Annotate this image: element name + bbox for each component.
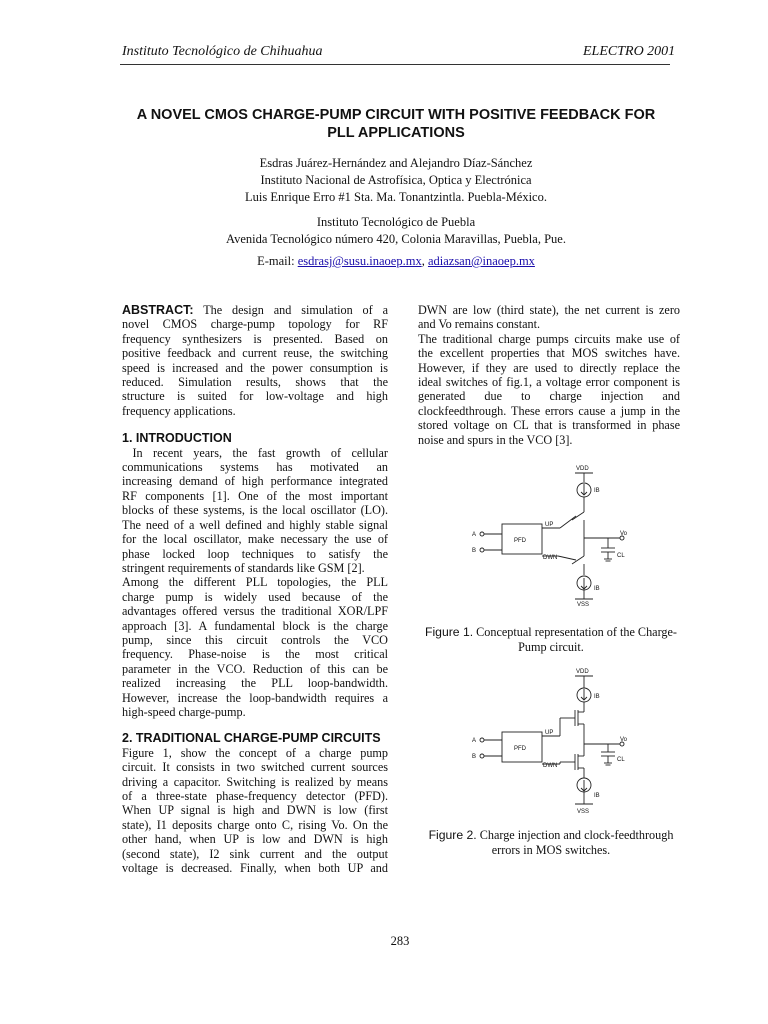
abstract-line: frequency applications. bbox=[122, 403, 236, 418]
email-label: E-mail: bbox=[257, 254, 295, 268]
fig1-dwn-label: DWN bbox=[543, 555, 558, 561]
section-2-heading: 2. TRADITIONAL CHARGE-PUMP CIRCUITS bbox=[122, 731, 381, 746]
body-line: charge pump is widely used because of the bbox=[122, 589, 388, 604]
fig1-b-label: B bbox=[472, 548, 477, 554]
fig2-vss-label: VSS bbox=[577, 809, 590, 815]
body-line: Among the different PLL topologies, the PLL bbox=[122, 575, 388, 590]
fig2-cl-label: CL bbox=[617, 757, 625, 763]
abstract-line: speed is increased and the power consumption is bbox=[122, 360, 388, 375]
author-names: Esdras Juárez-Hernández and Alejandro Díaz-Sánchez bbox=[259, 156, 533, 170]
abstract-line: frequency synthesizers is presented. Based on bbox=[122, 331, 388, 346]
header-rule bbox=[120, 64, 670, 65]
address-2: Avenida Tecnológico número 420, Colonia Maravillas, Puebla, Pue. bbox=[226, 232, 566, 246]
body-line: stored voltage on CL that is transformed in phase bbox=[418, 418, 680, 433]
affiliation-2: Instituto Tecnológico de Puebla bbox=[316, 215, 476, 229]
body-line: for the local oscillator, make necessary the use of bbox=[122, 532, 388, 547]
body-line: DWN are low (third state), the net current is zero bbox=[418, 303, 680, 317]
fig2-b-label: B bbox=[472, 754, 477, 760]
fig1-pfd-label: PFD bbox=[514, 538, 526, 544]
body-line: ideal switches of fig.1, a voltage error component is bbox=[418, 375, 680, 390]
title-line-2: PLL APPLICATIONS bbox=[327, 125, 465, 141]
fig2-a-label: A bbox=[472, 738, 477, 744]
affiliation-block-2 bbox=[110, 214, 682, 248]
fig1-ib-top-label: IB bbox=[594, 488, 600, 494]
body-line: pump, since this circuit controls the VCO bbox=[122, 632, 388, 647]
email-link-2[interactable]: adiazsan@inaoep.mx bbox=[427, 254, 535, 268]
right-column bbox=[418, 303, 680, 447]
fig2-dwn-label: DWN bbox=[543, 763, 558, 769]
figure-1-schematic bbox=[460, 460, 660, 620]
figure-2-caption: Figure 2. Charge injection and clock-feedthrough errors in MOS switches. bbox=[428, 828, 674, 857]
fig1-a-label: A bbox=[472, 532, 477, 538]
body-line: other hand, when UP is low and DWN is high bbox=[122, 832, 388, 847]
body-line: communications systems has motivated an bbox=[122, 460, 388, 475]
body-line: the excellent properties that MOS switches have. bbox=[418, 346, 680, 361]
affiliation-1: Instituto Nacional de Astrofísica, Optica y Electrónica bbox=[260, 173, 532, 187]
body-line: realized increasing the PLL loop-bandwidth. bbox=[122, 676, 388, 691]
body-line: noise and spurs in the VCO [3]. bbox=[418, 432, 573, 447]
body-line: blocks of these systems, is the local oscillator (LO). bbox=[122, 503, 388, 518]
section-1-heading: 1. INTRODUCTION bbox=[122, 431, 232, 446]
fig1-vss-label: VSS bbox=[577, 602, 590, 608]
figure-1-caption: Figure 1. Conceptual representation of the Charge- Pump circuit. bbox=[425, 625, 677, 654]
fig2-pfd-label: PFD bbox=[514, 746, 526, 752]
running-header-right: ELECTRO 2001 bbox=[583, 44, 676, 59]
address-1: Luis Enrique Erro #1 Sta. Ma. Tonantzintla. Puebla-México. bbox=[245, 190, 547, 204]
email-link-1[interactable]: esdrasj@susu.inaoep.mx bbox=[297, 254, 422, 268]
fig1-vo-label: Vo bbox=[620, 531, 628, 537]
body-line: of a three-state phase-frequency detector (PFD). bbox=[122, 789, 388, 803]
body-line: Figure 1, show the concept of a charge pump bbox=[122, 745, 388, 760]
fig1-vdd-label: VDD bbox=[576, 466, 589, 472]
body-line: approach [3]. A fundamental block is the charge bbox=[122, 618, 388, 633]
fig2-ib-bottom-label: IB bbox=[594, 793, 600, 799]
body-line: In recent years, the fast growth of cellular bbox=[122, 445, 388, 460]
body-line: phase locked loop techniques to satisfy the bbox=[122, 546, 388, 561]
body-line: frequency. Phase-noise is the most critical bbox=[122, 647, 388, 662]
fig2-up-label: UP bbox=[545, 730, 554, 736]
abstract-label: ABSTRACT: bbox=[122, 303, 194, 317]
left-column bbox=[122, 303, 388, 875]
title-line-1: A NOVEL CMOS CHARGE-PUMP CIRCUIT WITH POSITIVE FEEDBACK FOR bbox=[136, 107, 656, 123]
body-line: voltage is decreased. Finally, when both UP and bbox=[122, 861, 388, 876]
body-line: advantages offered versus the traditional XOR/LPF bbox=[122, 604, 388, 619]
abstract-first-line: ABSTRACT: The design and simulation of a bbox=[122, 303, 389, 317]
figure-2-schematic bbox=[460, 664, 660, 824]
body-line: driving a capacitor. Switching is realized by means bbox=[122, 774, 388, 789]
body-line: circuit. It consists in two switched current sources bbox=[122, 760, 388, 775]
figure-1-caption-label: Figure 1. bbox=[425, 625, 474, 639]
body-line: high-speed charge-pump. bbox=[122, 704, 246, 719]
body-line: increasing demand of high performance integrated bbox=[122, 474, 388, 489]
abstract-line: positive feedback and current reuse, the switching bbox=[122, 346, 388, 361]
body-line: The traditional charge pumps circuits make use of bbox=[418, 331, 680, 346]
body-line: When UP signal is high and DWN is low (first bbox=[122, 803, 388, 818]
fig2-vo-label: Vo bbox=[620, 737, 628, 743]
body-line: (second state), I2 sink current and the output bbox=[122, 846, 388, 861]
body-line: However, increase the loop-bandwidth requires a bbox=[122, 690, 388, 705]
abstract-line: novel CMOS charge-pump topology for RF bbox=[122, 317, 388, 332]
fig1-up-label: UP bbox=[545, 522, 554, 528]
body-line: The need of a well defined and highly stable signal bbox=[122, 517, 388, 532]
email-separator: , bbox=[421, 254, 425, 268]
email-line bbox=[110, 253, 682, 270]
abstract-line: reduced. Simulation results, shows that the bbox=[122, 375, 388, 390]
abstract-line: structure is suited for low-voltage and high bbox=[122, 389, 388, 404]
body-line: generated due to charge injection and bbox=[418, 389, 680, 404]
body-line: However, if they are used to directly replace the bbox=[418, 360, 680, 375]
paper-title bbox=[110, 106, 682, 142]
body-line: stringent requirements of standards like GSM [2]. bbox=[122, 560, 365, 575]
body-line: state), I1 deposits charge onto C, rising Vo. On the bbox=[122, 817, 388, 832]
body-line: parameter in the VCO. Reduction of this can be bbox=[122, 661, 388, 676]
fig2-ib-top-label: IB bbox=[594, 694, 600, 700]
author-block bbox=[110, 155, 682, 206]
running-header-left: Instituto Tecnológico de Chihuahua bbox=[122, 44, 323, 59]
figure-2-caption-label: Figure 2. bbox=[428, 828, 477, 842]
page-number: 283 bbox=[390, 934, 410, 948]
body-line: RF components [1]. One of the most important bbox=[122, 488, 388, 503]
fig2-vdd-label: VDD bbox=[576, 669, 589, 675]
fig1-cl-label: CL bbox=[617, 553, 625, 559]
body-line: clockfeedthrough. These errors cause a jump in the bbox=[418, 403, 680, 418]
fig1-ib-bottom-label: IB bbox=[594, 586, 600, 592]
body-line: and Vo remains constant. bbox=[418, 317, 541, 332]
